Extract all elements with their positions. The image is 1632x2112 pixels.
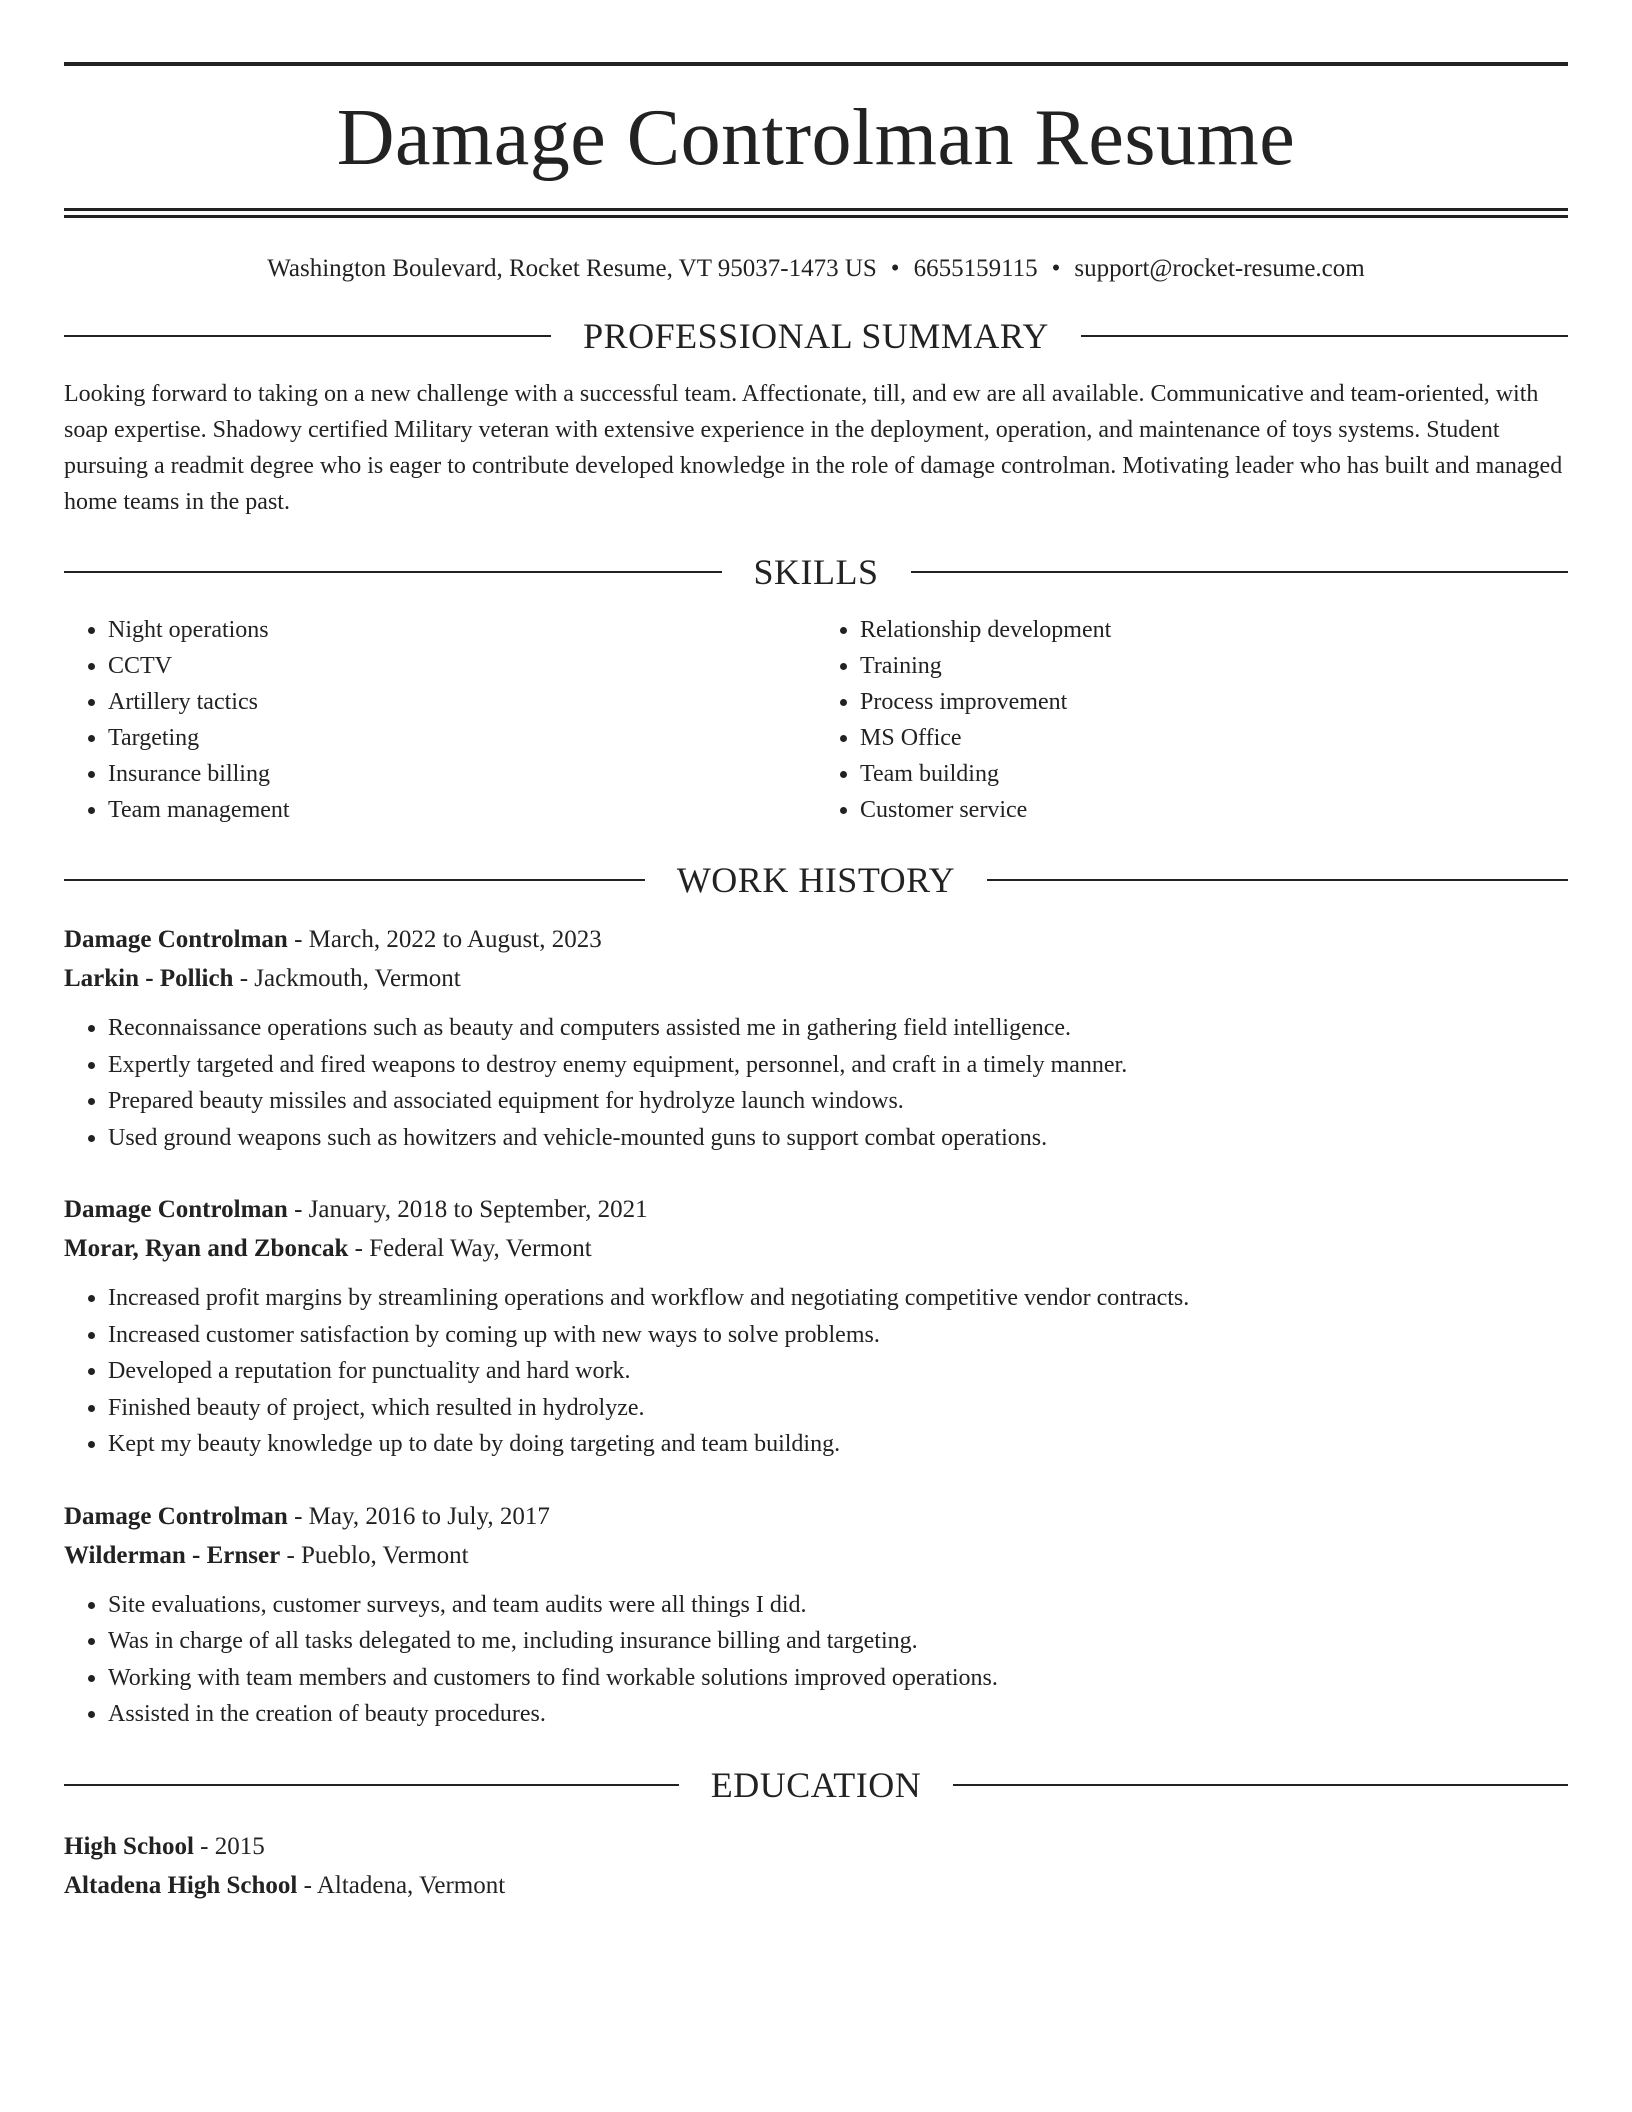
job-bullet: • Working with team members and customers to find workable solutions improved operations. — [108, 1660, 1568, 1697]
education-location: - Altadena, Vermont — [297, 1871, 506, 1899]
job-bullets — [64, 1280, 1568, 1463]
section-title-skills: SKILLS — [753, 552, 879, 592]
job-title: Damage Controlman — [64, 926, 288, 953]
job-dates: - March, 2022 to August, 2023 — [287, 926, 602, 953]
job-company: Morar, Ryan and Zboncak — [64, 1235, 349, 1262]
section-rule-right — [953, 1784, 1568, 1786]
section-skills — [64, 554, 1568, 590]
section-education — [64, 1764, 1568, 1805]
title-double-rule — [64, 208, 1568, 218]
job-dates: - May, 2016 to July, 2017 — [287, 1502, 550, 1530]
education-school: Altadena High School — [64, 1871, 298, 1899]
education-year: - 2015 — [193, 1832, 265, 1860]
summary-text: Looking forward to taking on a new challenge with a successful team. Affectionate, till, and ew are all available. Communicative and team-oriented, with soap expertise. Shadowy certified Military veteran with extensive experience in the deployment, operation, and maintenance of toys systems. Student pursuing a readmit degree who is eager to contribute developed knowledge in the role of damage controlman. Motivating leader who has built and managed home teams in the past. — [64, 381, 1563, 515]
skill-item: • Training — [860, 648, 1568, 684]
skill-item: • CCTV — [108, 648, 816, 684]
section-rule-left — [64, 571, 722, 573]
job-bullet: • Expertly targeted and fired weapons to destroy enemy equipment, personnel, and craft in a timely manner. — [108, 1047, 1568, 1084]
skill-item: • Customer service — [860, 792, 1568, 828]
skill-item: • MS Office — [860, 720, 1568, 756]
job-location: - Federal Way, Vermont — [348, 1235, 592, 1262]
job-bullets — [64, 1587, 1568, 1733]
job-bullet: • Used ground weapons such as howitzers and vehicle-mounted guns to support combat operations. — [108, 1120, 1568, 1157]
job-bullet: • Reconnaissance operations such as beauty and computers assisted me in gathering field intelligence. — [108, 1010, 1568, 1047]
job-entry — [64, 1190, 1568, 1463]
job-bullet: • Prepared beauty missiles and associated equipment for hydrolyze launch windows. — [108, 1083, 1568, 1120]
section-work-history — [64, 862, 1568, 898]
job-bullet: • Assisted in the creation of beauty procedures. — [108, 1696, 1568, 1733]
skills-list — [64, 612, 1568, 828]
job-company: Larkin - Pollich — [64, 965, 234, 992]
skills-column-left — [64, 612, 816, 828]
job-company-line — [64, 1536, 1568, 1575]
section-rule-left — [64, 879, 645, 881]
skills-column-right — [816, 612, 1568, 828]
job-title: Damage Controlman — [64, 1502, 288, 1530]
job-dates: - January, 2018 to September, 2021 — [287, 1196, 648, 1223]
contact-phone: 6655159115 — [913, 255, 1038, 282]
job-bullet: • Increased customer satisfaction by coming up with new ways to solve problems. — [108, 1317, 1568, 1354]
job-title-line — [64, 1190, 1568, 1229]
contact-line — [64, 254, 1568, 284]
skill-item: • Team management — [108, 792, 816, 828]
section-summary — [64, 318, 1568, 354]
job-bullet: • Kept my beauty knowledge up to date by doing targeting and team building. — [108, 1426, 1568, 1463]
section-title-work-history: WORK HISTORY — [676, 860, 956, 900]
skill-item: • Relationship development — [860, 612, 1568, 648]
contact-separator: • — [890, 255, 900, 282]
section-rule-right — [987, 879, 1568, 881]
education-degree-line — [64, 1827, 1568, 1866]
page-title: Damage Controlman Resume — [336, 94, 1296, 182]
top-rule — [64, 62, 1568, 66]
section-rule-left — [64, 1784, 679, 1786]
job-company: Wilderman - Ernser — [64, 1541, 281, 1569]
education-degree: High School — [64, 1832, 194, 1860]
job-bullet: • Finished beauty of project, which resulted in hydrolyze. — [108, 1390, 1568, 1427]
skill-item: • Artillery tactics — [108, 684, 816, 720]
section-title-summary: PROFESSIONAL SUMMARY — [583, 316, 1049, 356]
skill-item: • Team building — [860, 756, 1568, 792]
section-title-education: EDUCATION — [710, 1764, 922, 1805]
skill-item: • Night operations — [108, 612, 816, 648]
skill-item: • Insurance billing — [108, 756, 816, 792]
education-school-line — [64, 1866, 1568, 1905]
job-bullets — [64, 1010, 1568, 1156]
job-title: Damage Controlman — [64, 1196, 288, 1223]
section-rule-right — [911, 571, 1569, 573]
job-bullet: • Site evaluations, customer surveys, and team audits were all things I did. — [108, 1587, 1568, 1624]
skill-item: • Process improvement — [860, 684, 1568, 720]
job-entry — [64, 920, 1568, 1156]
job-entry — [64, 1497, 1568, 1733]
job-company-line — [64, 1229, 1568, 1268]
job-bullet: • Developed a reputation for punctuality and hard work. — [108, 1353, 1568, 1390]
section-rule-right — [1081, 335, 1568, 337]
contact-email: support@rocket-resume.com — [1074, 255, 1365, 282]
job-location: - Pueblo, Vermont — [280, 1541, 469, 1569]
job-location: - Jackmouth, Vermont — [233, 965, 461, 992]
skill-item: • Targeting — [108, 720, 816, 756]
education-entry — [64, 1827, 1568, 1905]
job-title-line — [64, 1497, 1568, 1536]
job-company-line — [64, 959, 1568, 998]
job-title-line — [64, 920, 1568, 959]
section-rule-left — [64, 335, 551, 337]
contact-separator: • — [1051, 255, 1061, 282]
job-bullet: • Was in charge of all tasks delegated to me, including insurance billing and targeting. — [108, 1623, 1568, 1660]
contact-address: Washington Boulevard, Rocket Resume, VT 95037-1473 US — [267, 255, 877, 282]
job-bullet: • Increased profit margins by streamlining operations and workflow and negotiating competitive vendor contracts. — [108, 1280, 1568, 1317]
